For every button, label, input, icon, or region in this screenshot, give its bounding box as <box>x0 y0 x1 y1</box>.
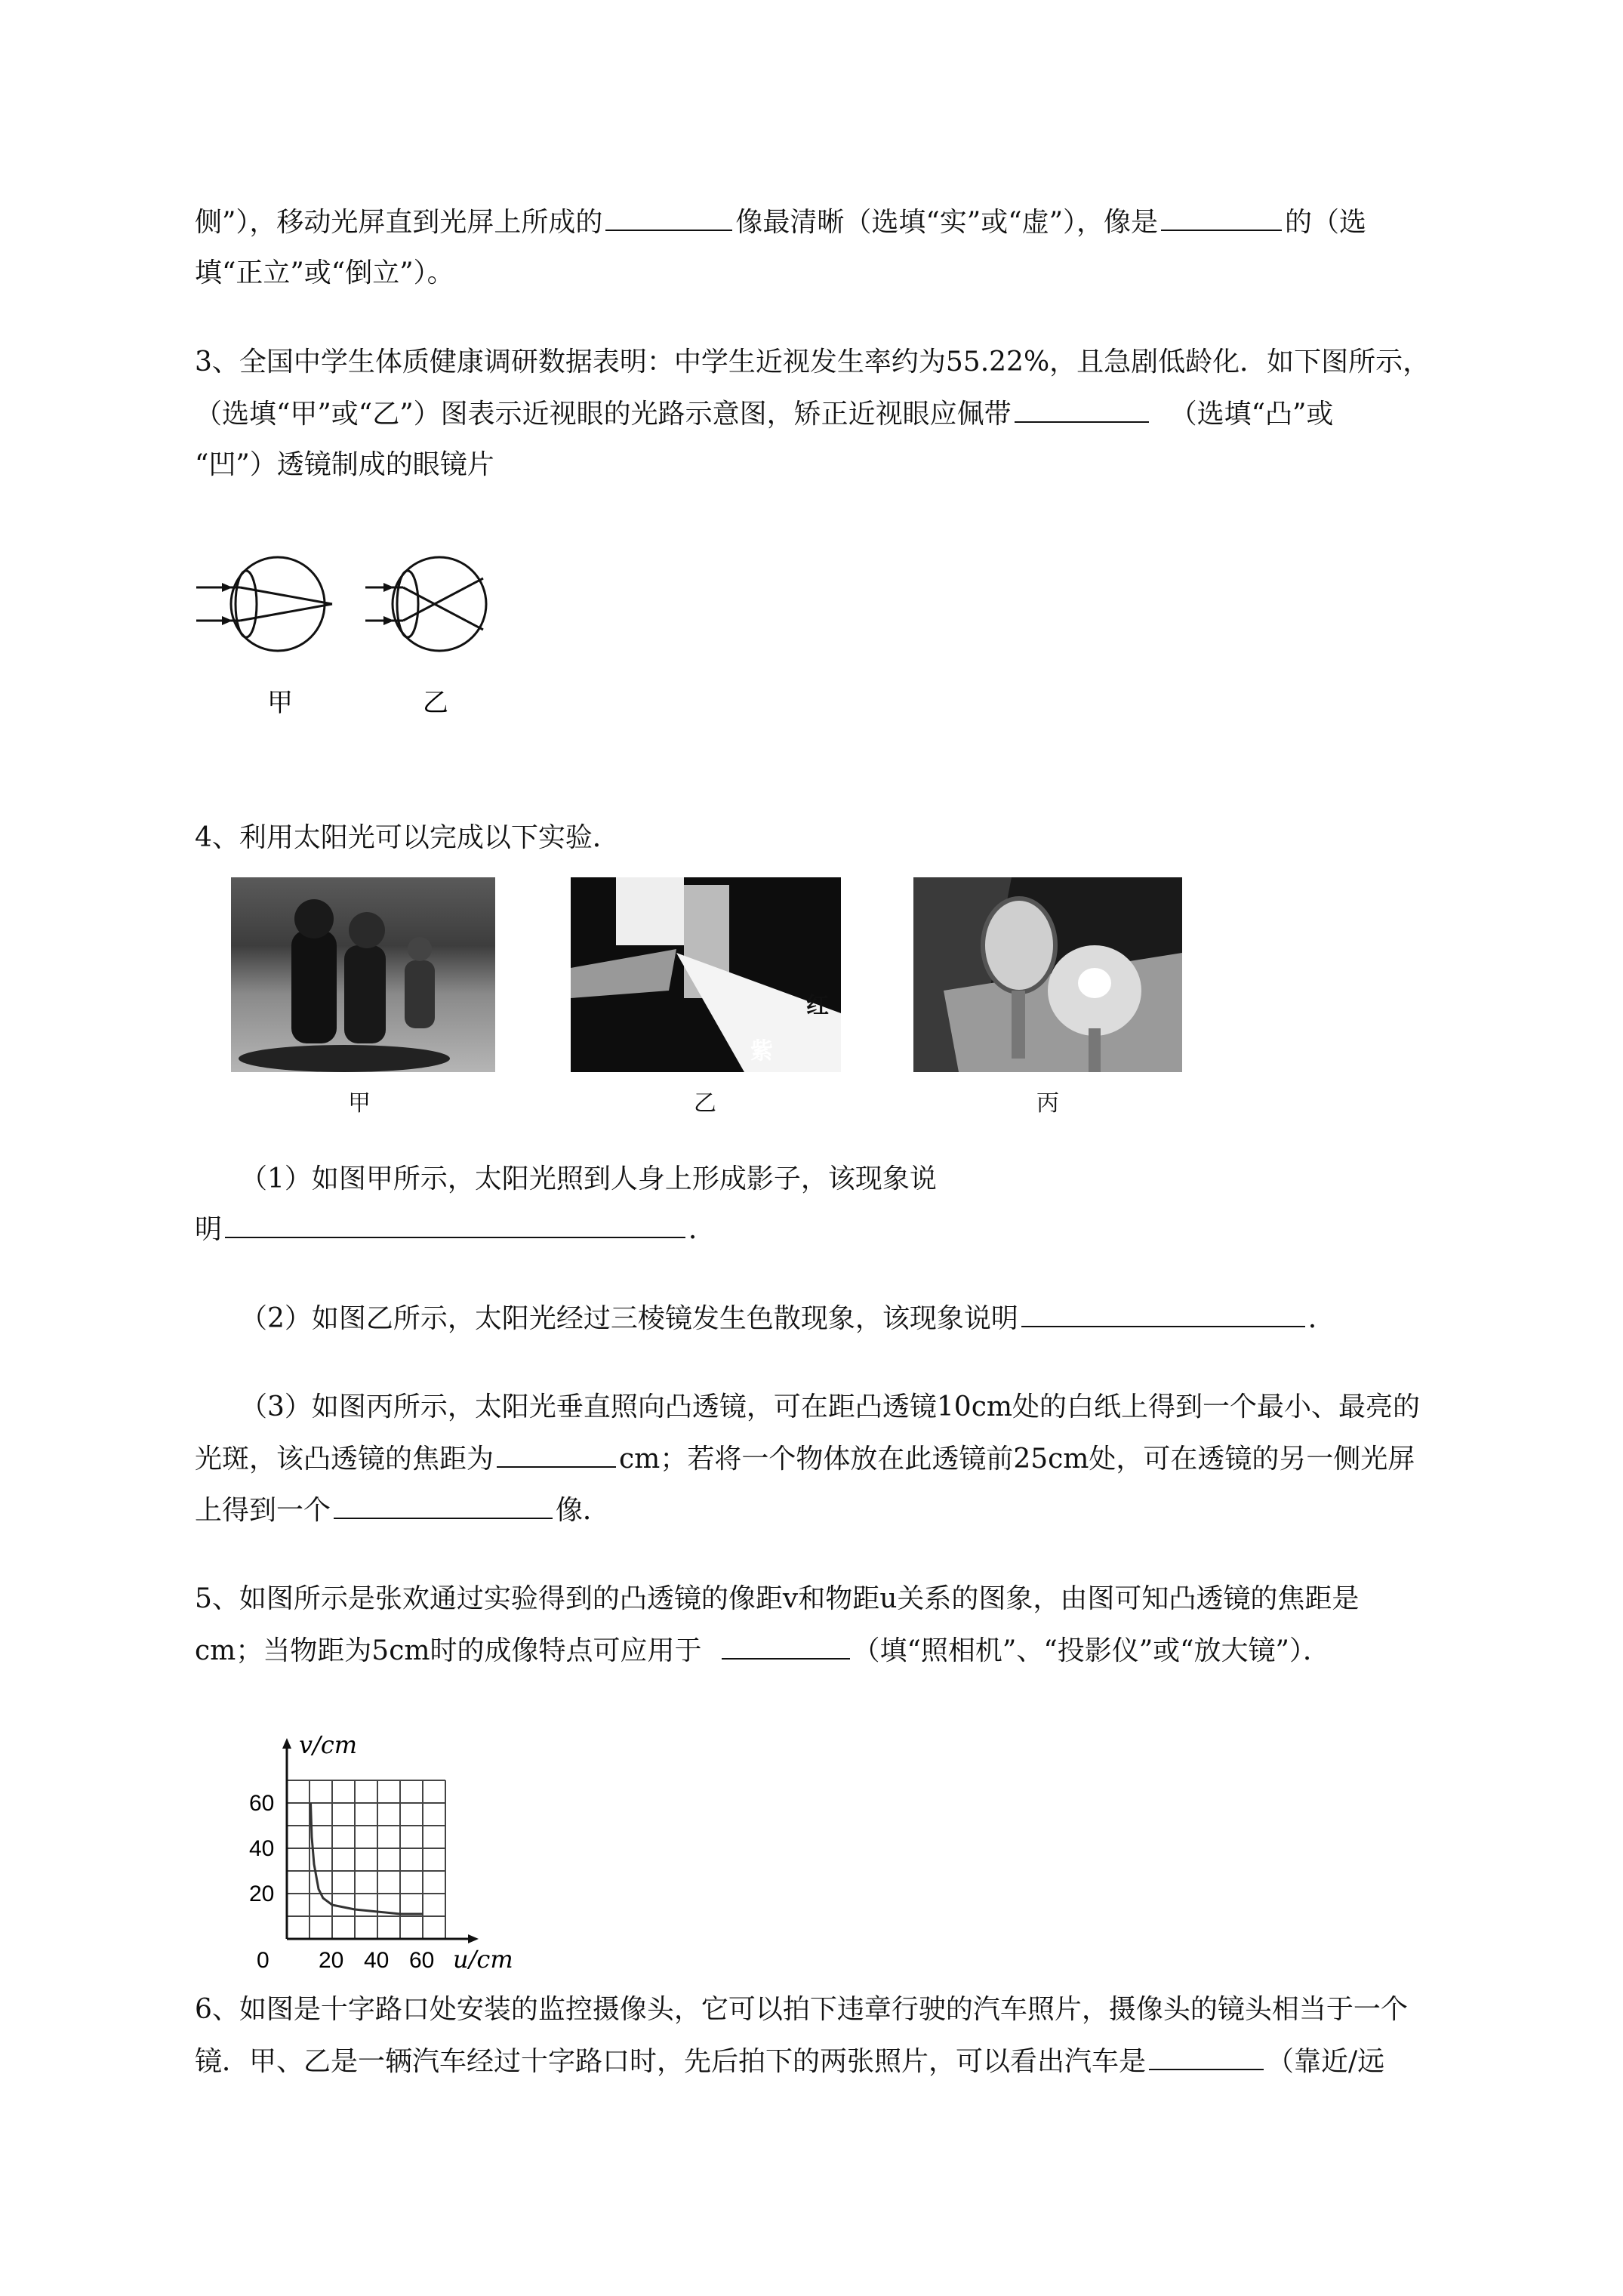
eye-diagram <box>195 551 497 725</box>
label-zi: 紫 <box>750 1038 773 1065</box>
answer-blank[interactable] <box>334 1493 553 1519</box>
q5-line-1: 5、如图所示是张欢通过实验得到的凸透镜的像距v和物距u关系的图象，由图可知凸透镜的焦距是 <box>195 1583 1360 1614</box>
x-axis-arrow <box>468 1934 479 1943</box>
x-axis-label: u/cm <box>453 1945 513 1969</box>
q2-line-1: 侧”），移动光屏直到光屏上所成的 像最清晰（选填“实”或“虚”），像是 的（选 <box>195 207 1367 238</box>
q4-2-line: （2）如图乙所示，太阳光经过三棱镜发生色散现象，该现象说明 ． <box>240 1303 1335 1334</box>
photo-jia-shadow <box>231 877 495 1072</box>
photo-yi-prism <box>571 877 841 1072</box>
answer-blank[interactable] <box>722 1634 850 1660</box>
label-hong: 红 <box>806 993 829 1019</box>
eye-label-jia: 甲 <box>267 688 293 718</box>
y-tick-label: 40 <box>249 1836 275 1861</box>
q3-line-3: “凹”）透镜制成的眼镜片 <box>195 449 494 480</box>
q4-3-line-3: 上得到一个 像． <box>195 1495 611 1526</box>
q6-line-1: 6、如图是十字路口处安装的监控摄像头，它可以拍下违章行驶的汽车照片，摄像头的镜头相当于一个 <box>195 1994 1408 2025</box>
x-tick-label: 20 <box>319 1948 344 1969</box>
q4-1-line-2: 明 ． <box>195 1214 716 1245</box>
x-tick-label: 40 <box>364 1948 390 1969</box>
chart-ticks <box>249 1791 434 1969</box>
y-axis-arrow <box>282 1738 291 1749</box>
q4-3-line-2: 光斑，该凸透镜的焦距为 cm；若将一个物体放在此透镜前25cm处，可在透镜的另一侧光屏 <box>195 1444 1415 1475</box>
q2-line-2: 填“正立”或“倒立”）。 <box>195 257 454 288</box>
q4-title: 4、利用太阳光可以完成以下实验． <box>195 822 620 853</box>
caption-bing: 丙 <box>1036 1090 1059 1117</box>
q4-3-line-1: （3）如图丙所示，太阳光垂直照向凸透镜，可在距凸透镜10cm处的白纸上得到一个最小、最亮的 <box>240 1391 1421 1422</box>
eye-label-yi: 乙 <box>423 688 448 718</box>
answer-blank[interactable] <box>497 1442 616 1468</box>
q3-line-2: （选填“甲”或“乙”）图表示近视眼的光路示意图，矫正近视眼应佩带 （选填“凸”或 <box>195 399 1334 430</box>
answer-blank[interactable] <box>1015 397 1149 423</box>
y-axis-label: v/cm <box>299 1730 358 1759</box>
v-u-chart <box>226 1697 544 1969</box>
x-tick-label: 0 <box>257 1948 269 1969</box>
q5-line-2: cm；当物距为5cm时的成像特点可应用于 （填“照相机”、“投影仪”或“放大镜”）． <box>195 1635 1330 1666</box>
eye-jia-lens <box>236 571 257 637</box>
x-tick-label: 60 <box>409 1948 435 1969</box>
y-tick-label: 60 <box>249 1791 275 1816</box>
q3-line-1: 3、全国中学生体质健康调研数据表明：中学生近视发生率约为55.22%，且急剧低龄化．如下图所示， <box>195 347 1431 378</box>
q6-line-2: 镜．甲、乙是一辆汽车经过十字路口时，先后拍下的两张照片，可以看出汽车是 （靠近/远 <box>195 2046 1385 2077</box>
q4-1-line-1: （1）如图甲所示，太阳光照到人身上形成影子，该现象说 <box>240 1163 937 1194</box>
answer-blank[interactable] <box>225 1213 685 1238</box>
answer-blank[interactable] <box>1021 1302 1305 1327</box>
answer-blank[interactable] <box>1149 2045 1264 2070</box>
y-tick-label: 20 <box>249 1881 275 1906</box>
answer-blank[interactable] <box>605 205 732 231</box>
caption-yi: 乙 <box>694 1090 716 1117</box>
answer-blank[interactable] <box>1161 205 1282 231</box>
eye-yi-lens <box>397 571 418 637</box>
caption-jia: 甲 <box>348 1090 371 1117</box>
photo-bing-lens <box>913 877 1182 1072</box>
series-line <box>311 1803 423 1914</box>
